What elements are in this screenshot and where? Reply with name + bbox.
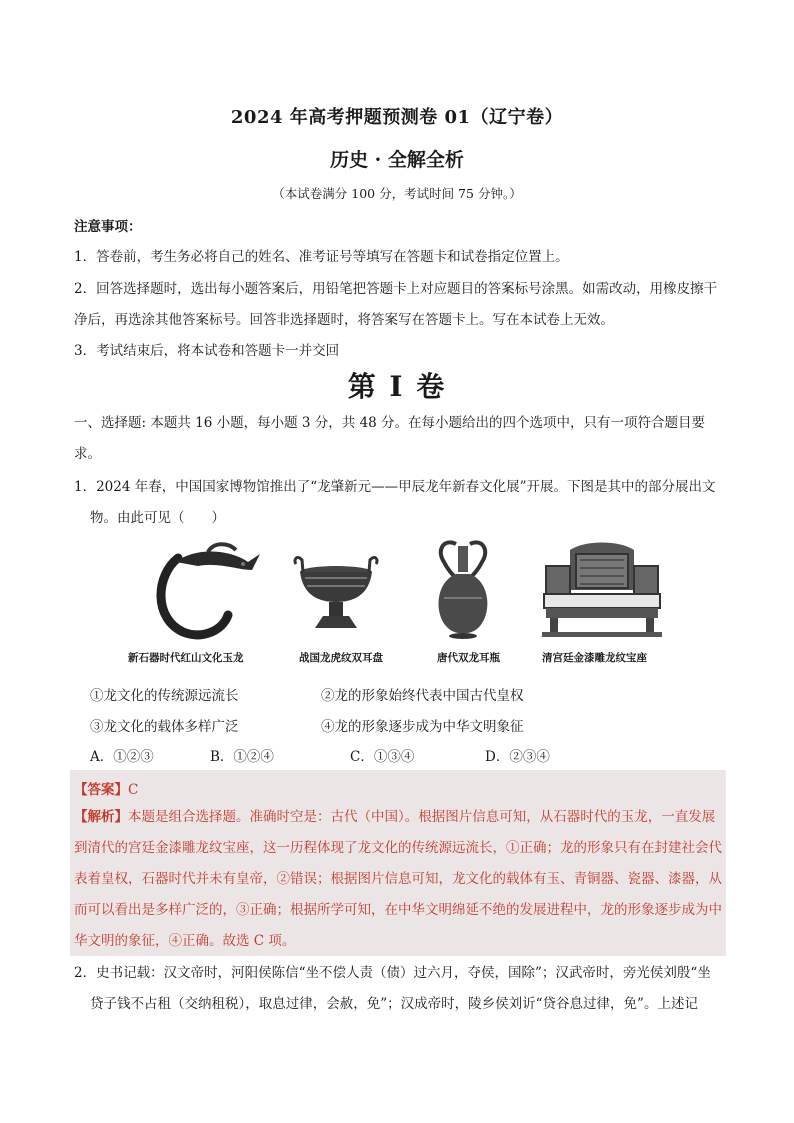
statement-1: ①龙文化的传统源远流长	[90, 688, 239, 704]
question-number: 2．	[74, 965, 97, 981]
jade-dragon-image	[148, 540, 266, 640]
dragon-vase-image	[430, 540, 496, 640]
page-title: 2024 年高考押题预测卷 01（辽宁卷）	[230, 107, 564, 128]
option-a: A．①②③	[90, 749, 154, 765]
question-2-stem	[74, 958, 726, 1020]
question-stem-line: 史书记载：汉文帝时，河阳侯陈信“坐不偿人责（债）过六月，夺侯，国除”；汉武帝时，旁光侯刘殷“坐	[96, 965, 711, 981]
question-stem-line: 物。由此可见（ ）	[90, 510, 225, 526]
analysis-tag: 【解析】	[74, 809, 128, 825]
statement-3: ③龙文化的载体多样广泛	[90, 719, 239, 735]
artifact-caption-4: 清宫廷金漆雕龙纹宝座	[542, 652, 647, 664]
statement-4: ④龙的形象逐步成为中华文明象征	[321, 719, 524, 735]
section-intro: 一、选择题: 本题共 16 小题，每小题 3 分，共 48 分。在每小题给出的四个选项中，只有一项符合题目要求。	[74, 415, 706, 462]
throne-image	[540, 540, 664, 640]
artifact-caption-1: 新石器时代红山文化玉龙	[128, 652, 244, 664]
exam-info: （本试卷满分 100 分，考试时间 75 分钟。）	[272, 186, 522, 201]
question-stem-line: 贷子钱不占租（交纳租税），取息过律，会赦，免”；汉成帝时，陵乡侯刘䜣“贷谷息过律，免”。上述记	[90, 996, 698, 1012]
question-stem-line: 2024 年春，中国国家博物馆推出了“龙肇新元——甲辰龙年新春文化展”开展。下图是其中的部分展出文	[96, 479, 716, 495]
artifact-caption-2: 战国龙虎纹双耳盘	[299, 652, 383, 664]
bronze-basin-image	[293, 540, 379, 640]
part-heading: 第 I 卷	[347, 370, 447, 403]
notice-item-1: 1．答卷前，考生务必将自己的姓名、准考证号等填写在答题卡和试卷指定位置上。	[74, 249, 569, 265]
answer-tag: 【答案】	[74, 782, 128, 798]
answer-value: C	[128, 782, 139, 798]
option-d: D．②③④	[485, 749, 550, 765]
option-b: B．①②④	[210, 749, 274, 765]
statement-2: ②龙的形象始终代表中国古代皇权	[321, 688, 524, 704]
analysis-body: 本题是组合选择题。准确时空是：古代（中国）。根据图片信息可知，从石器时代的玉龙，一直发展到清代的宫廷金漆雕龙纹宝座，这一历程体现了龙文化的传统源远流长，①正确；龙的形象只有在封建社会代表着皇权，石器时代并未有皇帝，②错误；根据图片信息可知，龙文化的载体有玉、青铜器、瓷器、漆器，从而可以看出是多样广泛的，③正确；根据所学可知，在中华文明绵延不绝的发展进程中，龙的形象逐步成为中华文明的象征，④正确。故选 C 项。	[74, 809, 722, 949]
question-number: 1．	[74, 479, 97, 495]
page-subtitle: 历史 · 全解全析	[330, 149, 464, 171]
notice-item-3: 3．考试结束后，将本试卷和答题卡一并交回	[74, 343, 340, 359]
notice-title: 注意事项：	[74, 219, 142, 235]
question-1-stem	[74, 472, 726, 534]
answer-line	[74, 778, 138, 798]
option-c: C．①③④	[350, 749, 415, 765]
analysis-text	[74, 802, 726, 957]
notice-item-2: 2．回答选择题时，选出每小题答案后，用铅笔把答题卡上对应题目的答案标号涂黑。如需改动，用橡皮擦干净后，再选涂其他答案标号。回答非选择题时，将答案写在答题卡上。写在本试卷上无效。	[74, 281, 718, 328]
artifact-caption-3: 唐代双龙耳瓶	[437, 652, 500, 664]
